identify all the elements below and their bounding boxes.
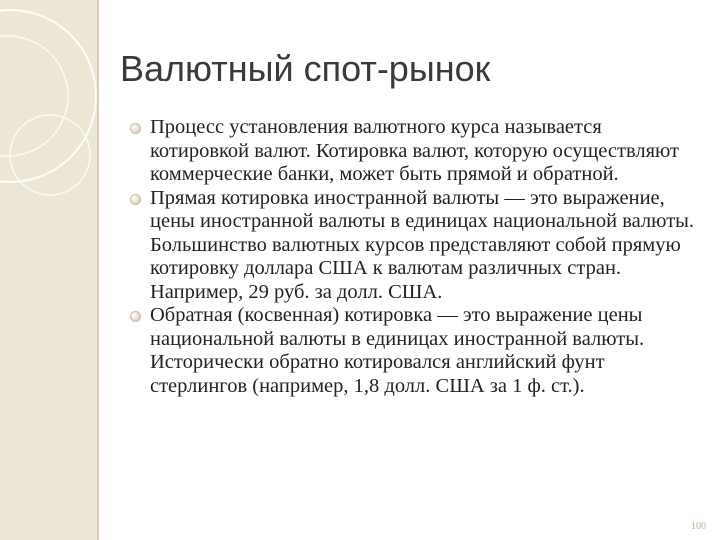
bullet-item: [130, 116, 705, 187]
bullet-icon: [130, 311, 141, 322]
bullet-icon: [130, 194, 141, 205]
slide-title: Валютный спот-рынок: [120, 48, 491, 89]
decorative-circles: [0, 0, 120, 540]
bullet-list: [130, 116, 705, 398]
bullet-text: Обратная (косвенная) котировка — это выражение цены национальной валюты в единицах иностранной валюты. Исторически обратно котировался английский фунт стерлингов (например, 1,8 долл. США за 1 ф. ст.).: [150, 304, 645, 397]
bullet-item: [130, 304, 705, 398]
deco-circle-medium: [0, 36, 68, 156]
bullet-text: Прямая котировка иностранной валюты — это выражение, цены иностранной валюты в единицах национальной валюты. Большинство валютных курсов представляют собой прямую котировку доллара США к валютам различных стран. Например, 29 руб. за долл. США.: [150, 186, 695, 303]
bullet-item: [130, 187, 705, 305]
bullet-text: Процесс установления валютного курса называется котировкой валют. Котировка валют, которую осуществляют коммерческие банки, может быть прямой и обратной.: [150, 116, 680, 185]
bullet-icon: [130, 123, 141, 134]
page-number: 100: [691, 521, 706, 532]
